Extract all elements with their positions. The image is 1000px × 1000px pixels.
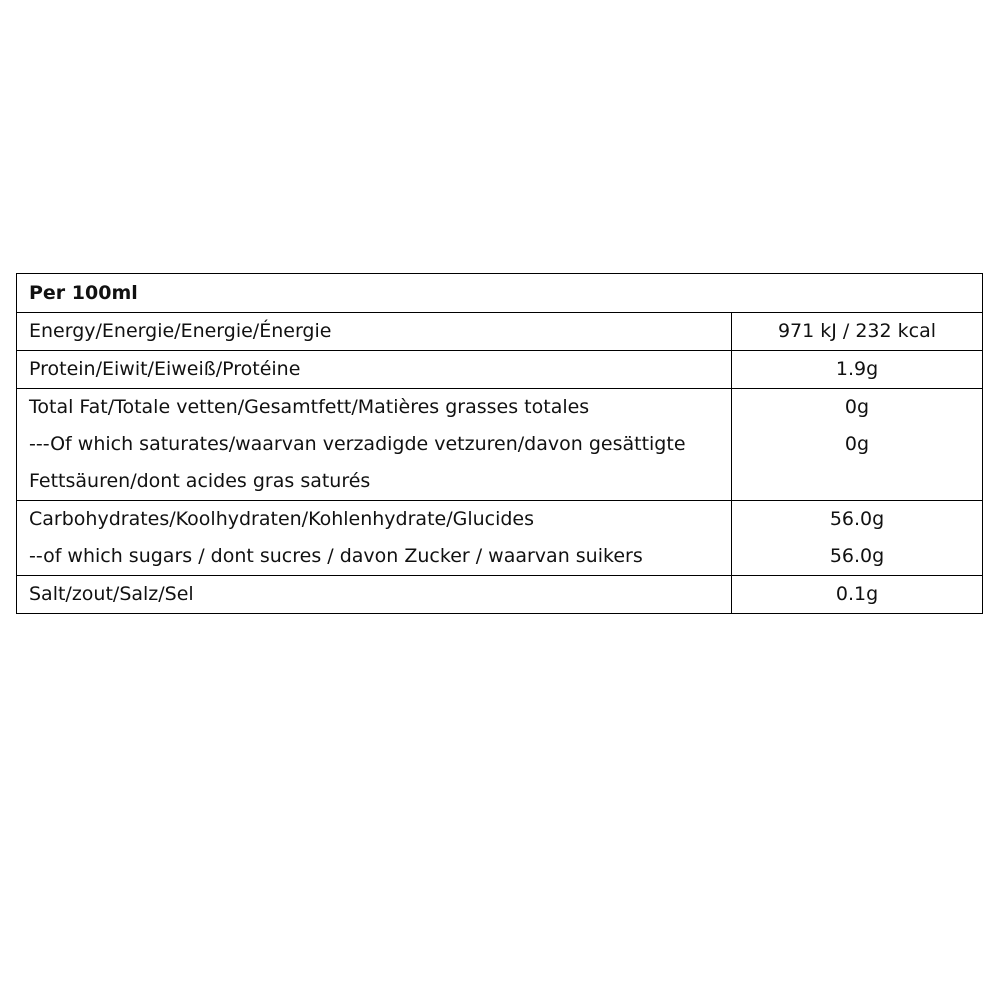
nutrient-sublabel: ---Of which saturates/waarvan verzadigde vetzuren/davon gesättigte <box>29 433 686 455</box>
nutrient-value: 0.1g <box>835 583 879 605</box>
nutrient-sublabel: --of which sugars / dont sucres / davon Zucker / waarvan suikers <box>29 545 643 567</box>
table-row-energy <box>17 313 983 351</box>
nutrient-label: Protein/Eiwit/Eiweiß/Protéine <box>29 358 301 380</box>
nutrient-value: 0g <box>844 396 870 418</box>
nutrient-value: 971 kJ / 232 kcal <box>777 320 937 342</box>
label-cell <box>17 313 732 351</box>
nutrient-sublabel-continued: Fettsäuren/dont acides gras saturés <box>29 470 371 492</box>
value-cell <box>732 501 983 576</box>
nutrient-value: 56.0g <box>829 508 885 530</box>
nutrient-label: Carbohydrates/Koolhydraten/Kohlenhydrate/Glucides <box>29 508 535 530</box>
table-row-carbohydrates <box>17 501 983 576</box>
nutrient-value: 1.9g <box>835 358 879 380</box>
header-row <box>17 274 983 313</box>
value-cell <box>732 313 983 351</box>
nutrient-label: Salt/zout/Salz/Sel <box>29 583 194 605</box>
empty-value-line <box>744 463 970 500</box>
value-cell <box>732 389 983 501</box>
table-row-protein <box>17 351 983 389</box>
nutrient-subvalue: 0g <box>844 433 870 455</box>
label-cell <box>17 351 732 389</box>
label-cell <box>17 389 732 501</box>
label-cell <box>17 576 732 614</box>
nutrient-label: Energy/Energie/Energie/Énergie <box>29 320 332 342</box>
value-cell <box>732 351 983 389</box>
value-cell <box>732 576 983 614</box>
nutrient-label: Total Fat/Totale vetten/Gesamtfett/Matières grasses totales <box>29 396 590 418</box>
nutrition-table <box>16 273 983 614</box>
nutrient-subvalue: 56.0g <box>829 545 885 567</box>
label-cell <box>17 501 732 576</box>
table-row-salt <box>17 576 983 614</box>
per-100ml-header: Per 100ml <box>17 274 983 313</box>
table-row-fat <box>17 389 983 501</box>
